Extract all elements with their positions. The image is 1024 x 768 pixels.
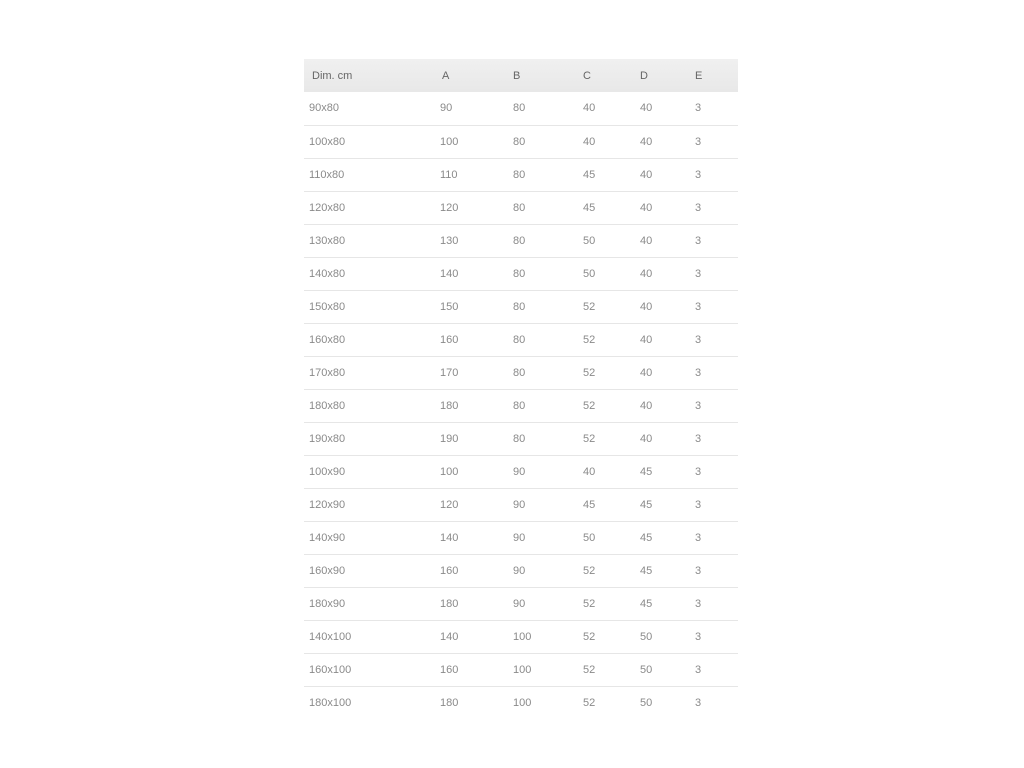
cell-a: 180: [438, 587, 512, 620]
cell-a: 170: [438, 356, 512, 389]
table-row: [304, 521, 738, 554]
cell-c: 52: [581, 290, 639, 323]
cell-b: 80: [512, 290, 581, 323]
cell-d: 40: [639, 389, 694, 422]
cell-dim: 140x100: [304, 620, 438, 653]
cell-c: 50: [581, 257, 639, 290]
cell-b: 80: [512, 257, 581, 290]
cell-b: 80: [512, 356, 581, 389]
table-row: [304, 323, 738, 356]
dimensions-table-container: [304, 59, 721, 719]
cell-a: 180: [438, 686, 512, 719]
cell-b: 80: [512, 323, 581, 356]
table-row: [304, 653, 738, 686]
cell-dim: 160x100: [304, 653, 438, 686]
cell-c: 45: [581, 158, 639, 191]
cell-d: 40: [639, 422, 694, 455]
cell-b: 90: [512, 587, 581, 620]
cell-b: 90: [512, 521, 581, 554]
cell-a: 160: [438, 554, 512, 587]
cell-d: 50: [639, 686, 694, 719]
cell-dim: 90x80: [309, 102, 339, 115]
cell-b: 80: [512, 422, 581, 455]
table-row: [304, 422, 738, 455]
cell-d: 45: [639, 488, 694, 521]
table-row: [304, 356, 738, 389]
cell-c: 50: [581, 224, 639, 257]
cell-d: 45: [639, 587, 694, 620]
cell-e: 3: [694, 257, 738, 290]
cell-dim: 140x90: [304, 521, 438, 554]
cell-dim: 150x80: [304, 290, 438, 323]
cell-a: 140: [438, 521, 512, 554]
cell-dim: 180x80: [304, 389, 438, 422]
cell-e: 3: [695, 102, 702, 115]
cell-e: 3: [694, 521, 738, 554]
cell-dim: 180x90: [304, 587, 438, 620]
cell-d: 40: [639, 257, 694, 290]
cell-c: 52: [581, 653, 639, 686]
cell-e: 3: [694, 422, 738, 455]
cell-d: 40: [639, 125, 694, 158]
cell-c: 52: [581, 686, 639, 719]
table-row: [304, 224, 738, 257]
cell-d: 45: [639, 554, 694, 587]
cell-e: 3: [694, 389, 738, 422]
cell-b: 80: [512, 389, 581, 422]
header-b: B: [513, 69, 521, 82]
table-row: [304, 92, 738, 125]
cell-c: 52: [581, 323, 639, 356]
cell-c: 52: [581, 356, 639, 389]
cell-e: 3: [694, 653, 738, 686]
table-body: [304, 92, 738, 719]
cell-dim: 120x90: [304, 488, 438, 521]
cell-a: 140: [438, 257, 512, 290]
table-row: [304, 587, 738, 620]
cell-d: 45: [639, 455, 694, 488]
cell-e: 3: [694, 356, 738, 389]
cell-b: 90: [512, 455, 581, 488]
table-row: [304, 191, 738, 224]
cell-e: 3: [694, 158, 738, 191]
cell-b: 100: [512, 653, 581, 686]
cell-d: 50: [639, 620, 694, 653]
cell-d: 40: [639, 158, 694, 191]
table-row: [304, 125, 738, 158]
cell-dim: 120x80: [304, 191, 438, 224]
header-d: D: [640, 69, 648, 82]
cell-dim: 190x80: [304, 422, 438, 455]
cell-a: 120: [438, 191, 512, 224]
cell-b: 100: [512, 620, 581, 653]
cell-dim: 110x80: [304, 158, 438, 191]
cell-c: 52: [581, 620, 639, 653]
cell-c: 40: [583, 102, 596, 115]
header-e: E: [695, 69, 703, 82]
cell-a: 150: [438, 290, 512, 323]
cell-e: 3: [694, 554, 738, 587]
dimensions-table: [304, 59, 738, 719]
cell-a: 100: [438, 455, 512, 488]
cell-c: 50: [581, 521, 639, 554]
table-row: [304, 158, 738, 191]
cell-dim: 100x80: [304, 125, 438, 158]
table-row: [304, 488, 738, 521]
cell-a: 110: [438, 158, 512, 191]
cell-c: 40: [581, 125, 639, 158]
cell-a: 180: [438, 389, 512, 422]
table-row: [304, 686, 738, 719]
cell-d: 40: [640, 102, 653, 115]
cell-b: 90: [512, 488, 581, 521]
table-row: [304, 554, 738, 587]
cell-e: 3: [694, 620, 738, 653]
cell-c: 45: [581, 191, 639, 224]
header-c: C: [583, 69, 591, 82]
cell-c: 40: [581, 455, 639, 488]
cell-e: 3: [694, 455, 738, 488]
cell-d: 40: [639, 224, 694, 257]
cell-e: 3: [694, 686, 738, 719]
cell-d: 40: [639, 356, 694, 389]
cell-c: 52: [581, 587, 639, 620]
cell-dim: 100x90: [304, 455, 438, 488]
cell-c: 52: [581, 389, 639, 422]
table-row: [304, 455, 738, 488]
cell-c: 52: [581, 554, 639, 587]
table-row: [304, 389, 738, 422]
cell-dim: 140x80: [304, 257, 438, 290]
cell-e: 3: [694, 587, 738, 620]
cell-e: 3: [694, 125, 738, 158]
cell-a: 120: [438, 488, 512, 521]
cell-e: 3: [694, 488, 738, 521]
header-a: A: [442, 69, 450, 82]
cell-a: 160: [438, 653, 512, 686]
cell-d: 40: [639, 323, 694, 356]
cell-c: 52: [581, 422, 639, 455]
cell-e: 3: [694, 323, 738, 356]
table-header: [304, 59, 738, 92]
cell-b: 90: [512, 554, 581, 587]
cell-b: 80: [512, 125, 581, 158]
cell-c: 45: [581, 488, 639, 521]
header-row: [304, 59, 738, 92]
cell-a: 190: [438, 422, 512, 455]
cell-a: 140: [438, 620, 512, 653]
cell-dim: 170x80: [304, 356, 438, 389]
cell-a: 160: [438, 323, 512, 356]
cell-a: 130: [438, 224, 512, 257]
cell-d: 45: [639, 521, 694, 554]
cell-dim: 160x80: [304, 323, 438, 356]
cell-d: 40: [639, 290, 694, 323]
cell-d: 50: [639, 653, 694, 686]
cell-a: 100: [438, 125, 512, 158]
cell-b: 80: [513, 102, 526, 115]
cell-dim: 130x80: [304, 224, 438, 257]
table-row: [304, 620, 738, 653]
cell-a: 90: [440, 102, 453, 115]
table-row: [304, 257, 738, 290]
cell-e: 3: [694, 224, 738, 257]
cell-b: 80: [512, 224, 581, 257]
cell-e: 3: [694, 290, 738, 323]
cell-dim: 160x90: [304, 554, 438, 587]
cell-b: 80: [512, 191, 581, 224]
header-dim: Dim. cm: [312, 69, 353, 82]
cell-b: 100: [512, 686, 581, 719]
cell-dim: 180x100: [304, 686, 438, 719]
table-row: [304, 290, 738, 323]
cell-d: 40: [639, 191, 694, 224]
cell-e: 3: [694, 191, 738, 224]
cell-b: 80: [512, 158, 581, 191]
